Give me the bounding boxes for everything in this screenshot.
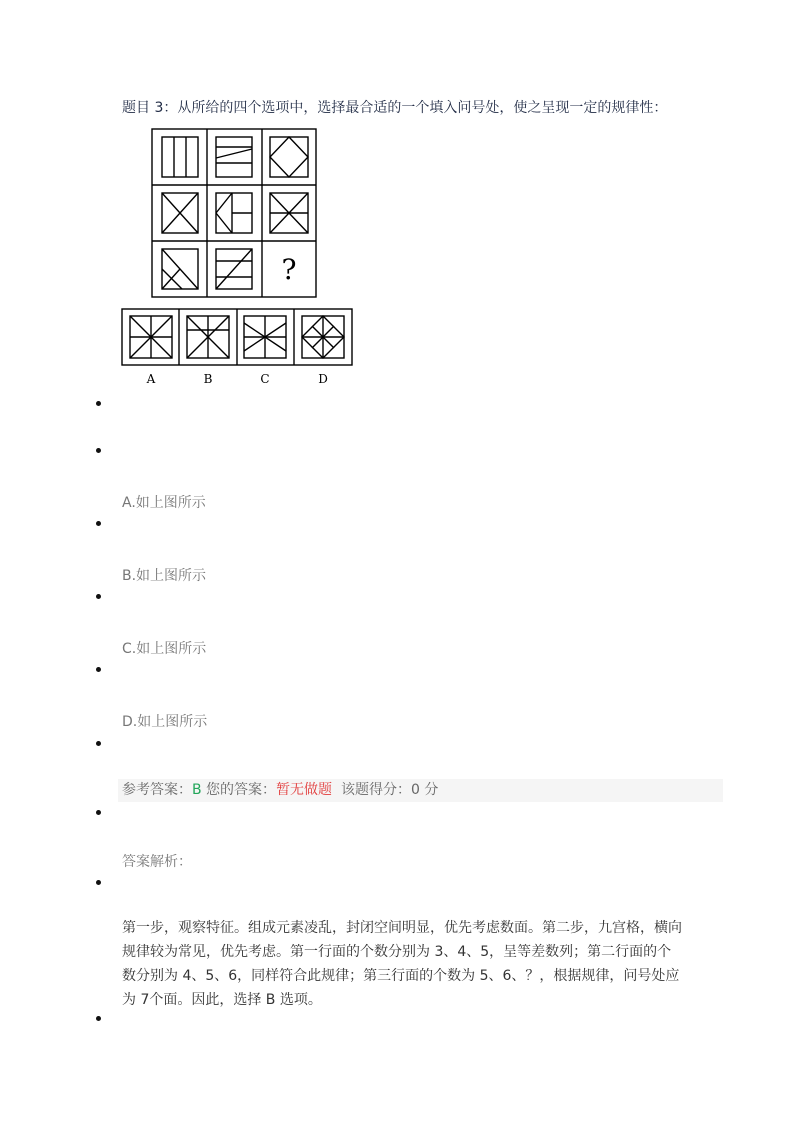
question-mark: ? [281,253,297,286]
option-a[interactable]: A.如上图所示 [122,495,206,511]
list-bullet [96,667,101,672]
question-title: 题目 3：从所给的四个选项中，选择最合适的一个填入问号处，使之呈现一定的规律性： [122,100,668,116]
option-b-figure [187,316,229,358]
list-bullet [96,1016,101,1021]
option-d-figure [302,316,344,358]
option-c[interactable]: C.如上图所示 [122,641,207,657]
option-label-d: D [318,372,328,386]
puzzle-figure [120,127,360,392]
option-label-b: B [203,372,213,386]
answer-bar [118,779,723,802]
reference-answer-label: 参考答案： [122,782,192,798]
cell-3-2 [216,249,252,289]
option-b[interactable]: B.如上图所示 [122,568,207,584]
option-d[interactable]: D.如上图所示 [122,714,208,730]
analysis-text: 第一步，观察特征。组成元素凌乱，封闭空间明显，优先考虑数面。第二步，九宫格，横向规律较为常见，优先考虑。第一行面的个数分别为 3、4、5，呈等差数列；第二行面的个数分别为 4、5、6，同样符合此规律；第三行面的个数为 5、6、？，根据规律，问号处应为 7个面。因此，选择 B 选项。 [122,920,682,1008]
score-text: 该题得分：0 分 [332,782,439,798]
cell-1-1 [162,137,198,177]
cell-3-1 [162,249,198,289]
list-bullet [96,448,101,453]
your-answer-value: 暂无做题 [276,782,333,798]
list-bullet [96,810,101,815]
your-answer-label: 您的答案： [201,782,277,798]
analysis-label: 答案解析： [122,854,192,870]
cell-2-1 [162,193,198,233]
cell-1-3 [270,137,308,177]
cell-2-3 [270,193,308,233]
reference-answer-value: B [192,782,202,798]
cell-2-2 [216,193,252,233]
option-label-a: A [146,372,156,386]
list-bullet [96,401,101,406]
list-bullet [96,521,101,526]
option-c-figure [244,316,286,358]
cell-1-2 [216,137,252,177]
list-bullet [96,594,101,599]
list-bullet [96,880,101,885]
list-bullet [96,741,101,746]
option-a-figure [130,316,172,358]
option-label-c: C [260,372,270,386]
